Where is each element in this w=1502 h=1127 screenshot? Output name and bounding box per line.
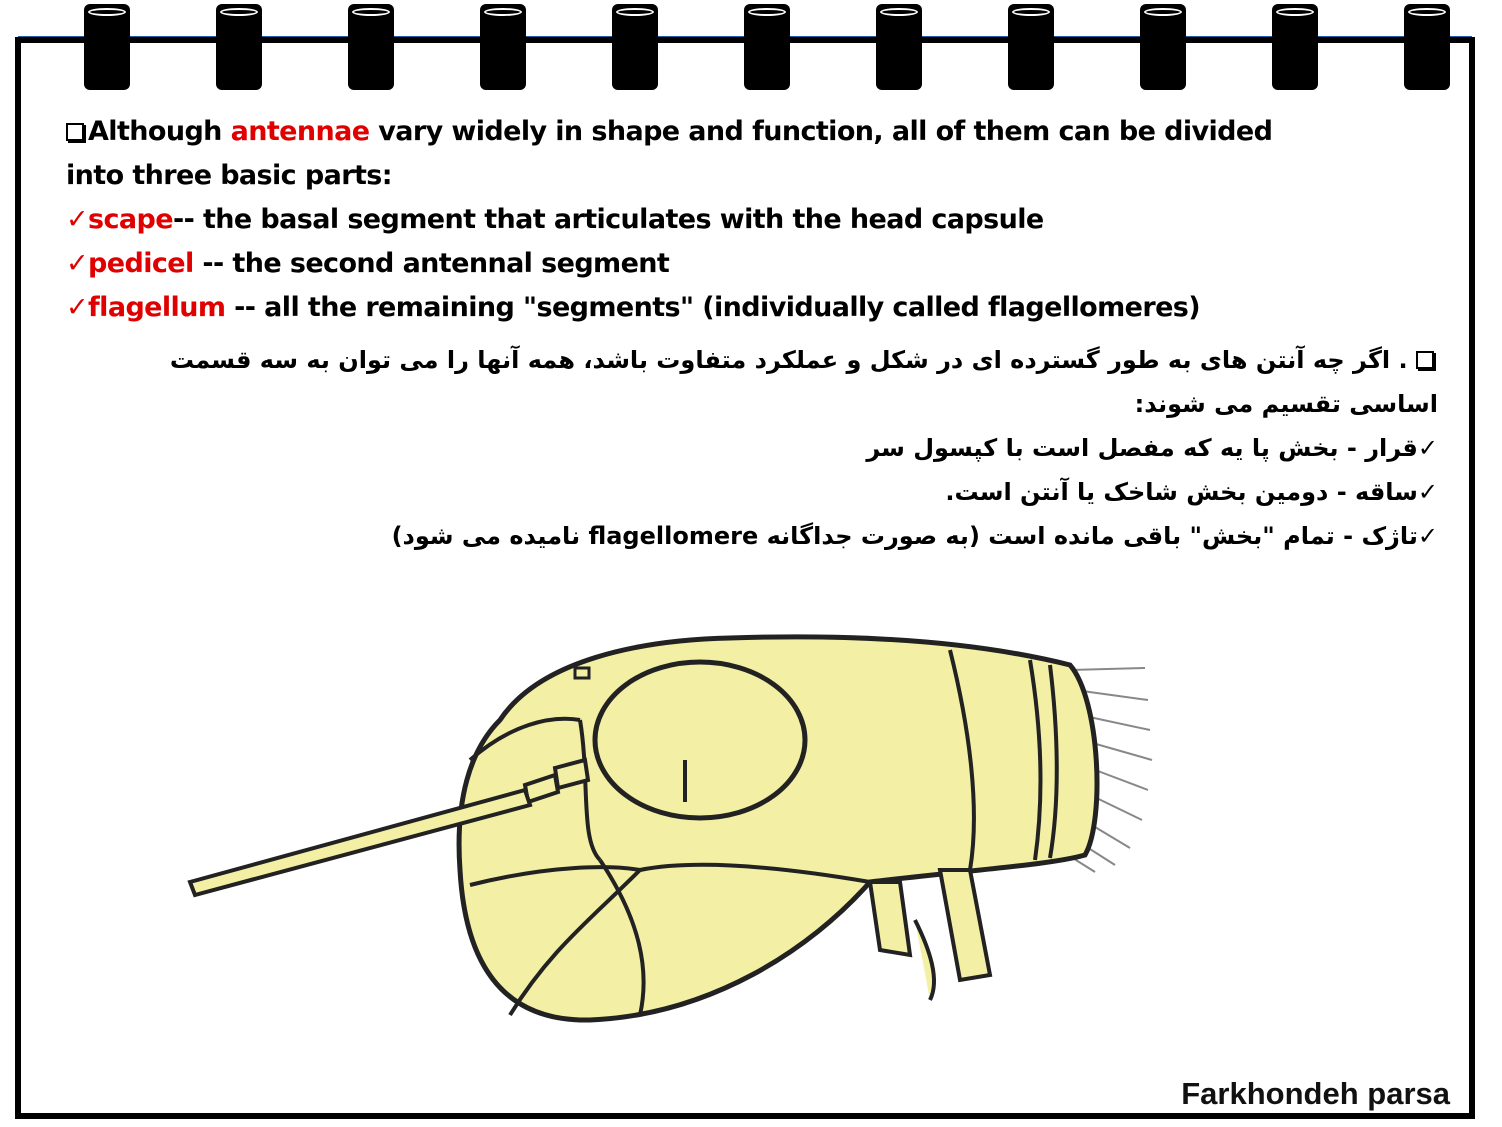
persian-item-flagellum: ✓تاژک - تمام "بخش" باقی مانده است (به صورت جداگانه flagellomere نامیده می شود) xyxy=(391,522,1438,550)
list-item-scape xyxy=(66,198,1446,242)
desc-pedicel: -- the second antennal segment xyxy=(193,248,670,279)
binder-ring xyxy=(84,4,130,90)
author-credit: Farkhondeh parsa xyxy=(1181,1076,1450,1111)
check-icon: ✓ xyxy=(1417,434,1438,462)
binder-ring xyxy=(612,4,658,90)
head-capsule xyxy=(459,637,1097,1020)
desc-scape: -- the basal segment that articulates with the head capsule xyxy=(172,204,1044,235)
list-item-pedicel xyxy=(66,242,1446,286)
antennae-term: antennae xyxy=(230,116,370,147)
binder-ring xyxy=(876,4,922,90)
mouthparts xyxy=(870,870,990,1000)
persian-item-scape: ✓قرار - بخش پا یه که مفصل است با کپسول سر xyxy=(866,434,1438,462)
check-icon: ✓ xyxy=(66,248,89,279)
persian-text-block xyxy=(118,338,1438,558)
checkbox-bullet-icon xyxy=(66,123,84,141)
binder-ring xyxy=(744,4,790,90)
check-icon: ✓ xyxy=(1417,478,1438,506)
persian-intro-line: . اگر چه آنتن های به طور گسترده ای در شکل و عملکرد متفاوت باشد، همه آنها را می توان به سه قسمت xyxy=(118,338,1438,382)
insect-head-illustration xyxy=(170,620,1160,1030)
desc-flagellum: -- all the remaining "segments" (individually called flagellomeres) xyxy=(225,292,1200,323)
check-icon: ✓ xyxy=(66,292,89,323)
binder-ring xyxy=(1008,4,1054,90)
binder-ring xyxy=(480,4,526,90)
binder-ring xyxy=(216,4,262,90)
persian-item-pedicel: ✓ساقه - دومین بخش شاخک یا آنتن است. xyxy=(945,478,1438,506)
check-icon: ✓ xyxy=(66,204,89,235)
binder-ring xyxy=(1140,4,1186,90)
english-text-block xyxy=(66,110,1446,330)
binder-ring xyxy=(1272,4,1318,90)
list-item-flagellum xyxy=(66,286,1446,330)
binder-ring xyxy=(348,4,394,90)
persian-intro-line-2: اساسی تقسیم می شوند: xyxy=(1134,390,1438,418)
check-icon: ✓ xyxy=(1417,522,1438,550)
checkbox-bullet-icon xyxy=(1416,351,1434,369)
english-intro-line-2: into three basic parts: xyxy=(66,160,392,191)
binder-ring xyxy=(1404,4,1450,90)
english-intro-line: Although antennae vary widely in shape and function, all of them can be divided xyxy=(66,110,1446,154)
term-scape: scape xyxy=(88,204,173,235)
term-flagellum: flagellum xyxy=(88,292,226,323)
term-pedicel: pedicel xyxy=(88,248,194,279)
